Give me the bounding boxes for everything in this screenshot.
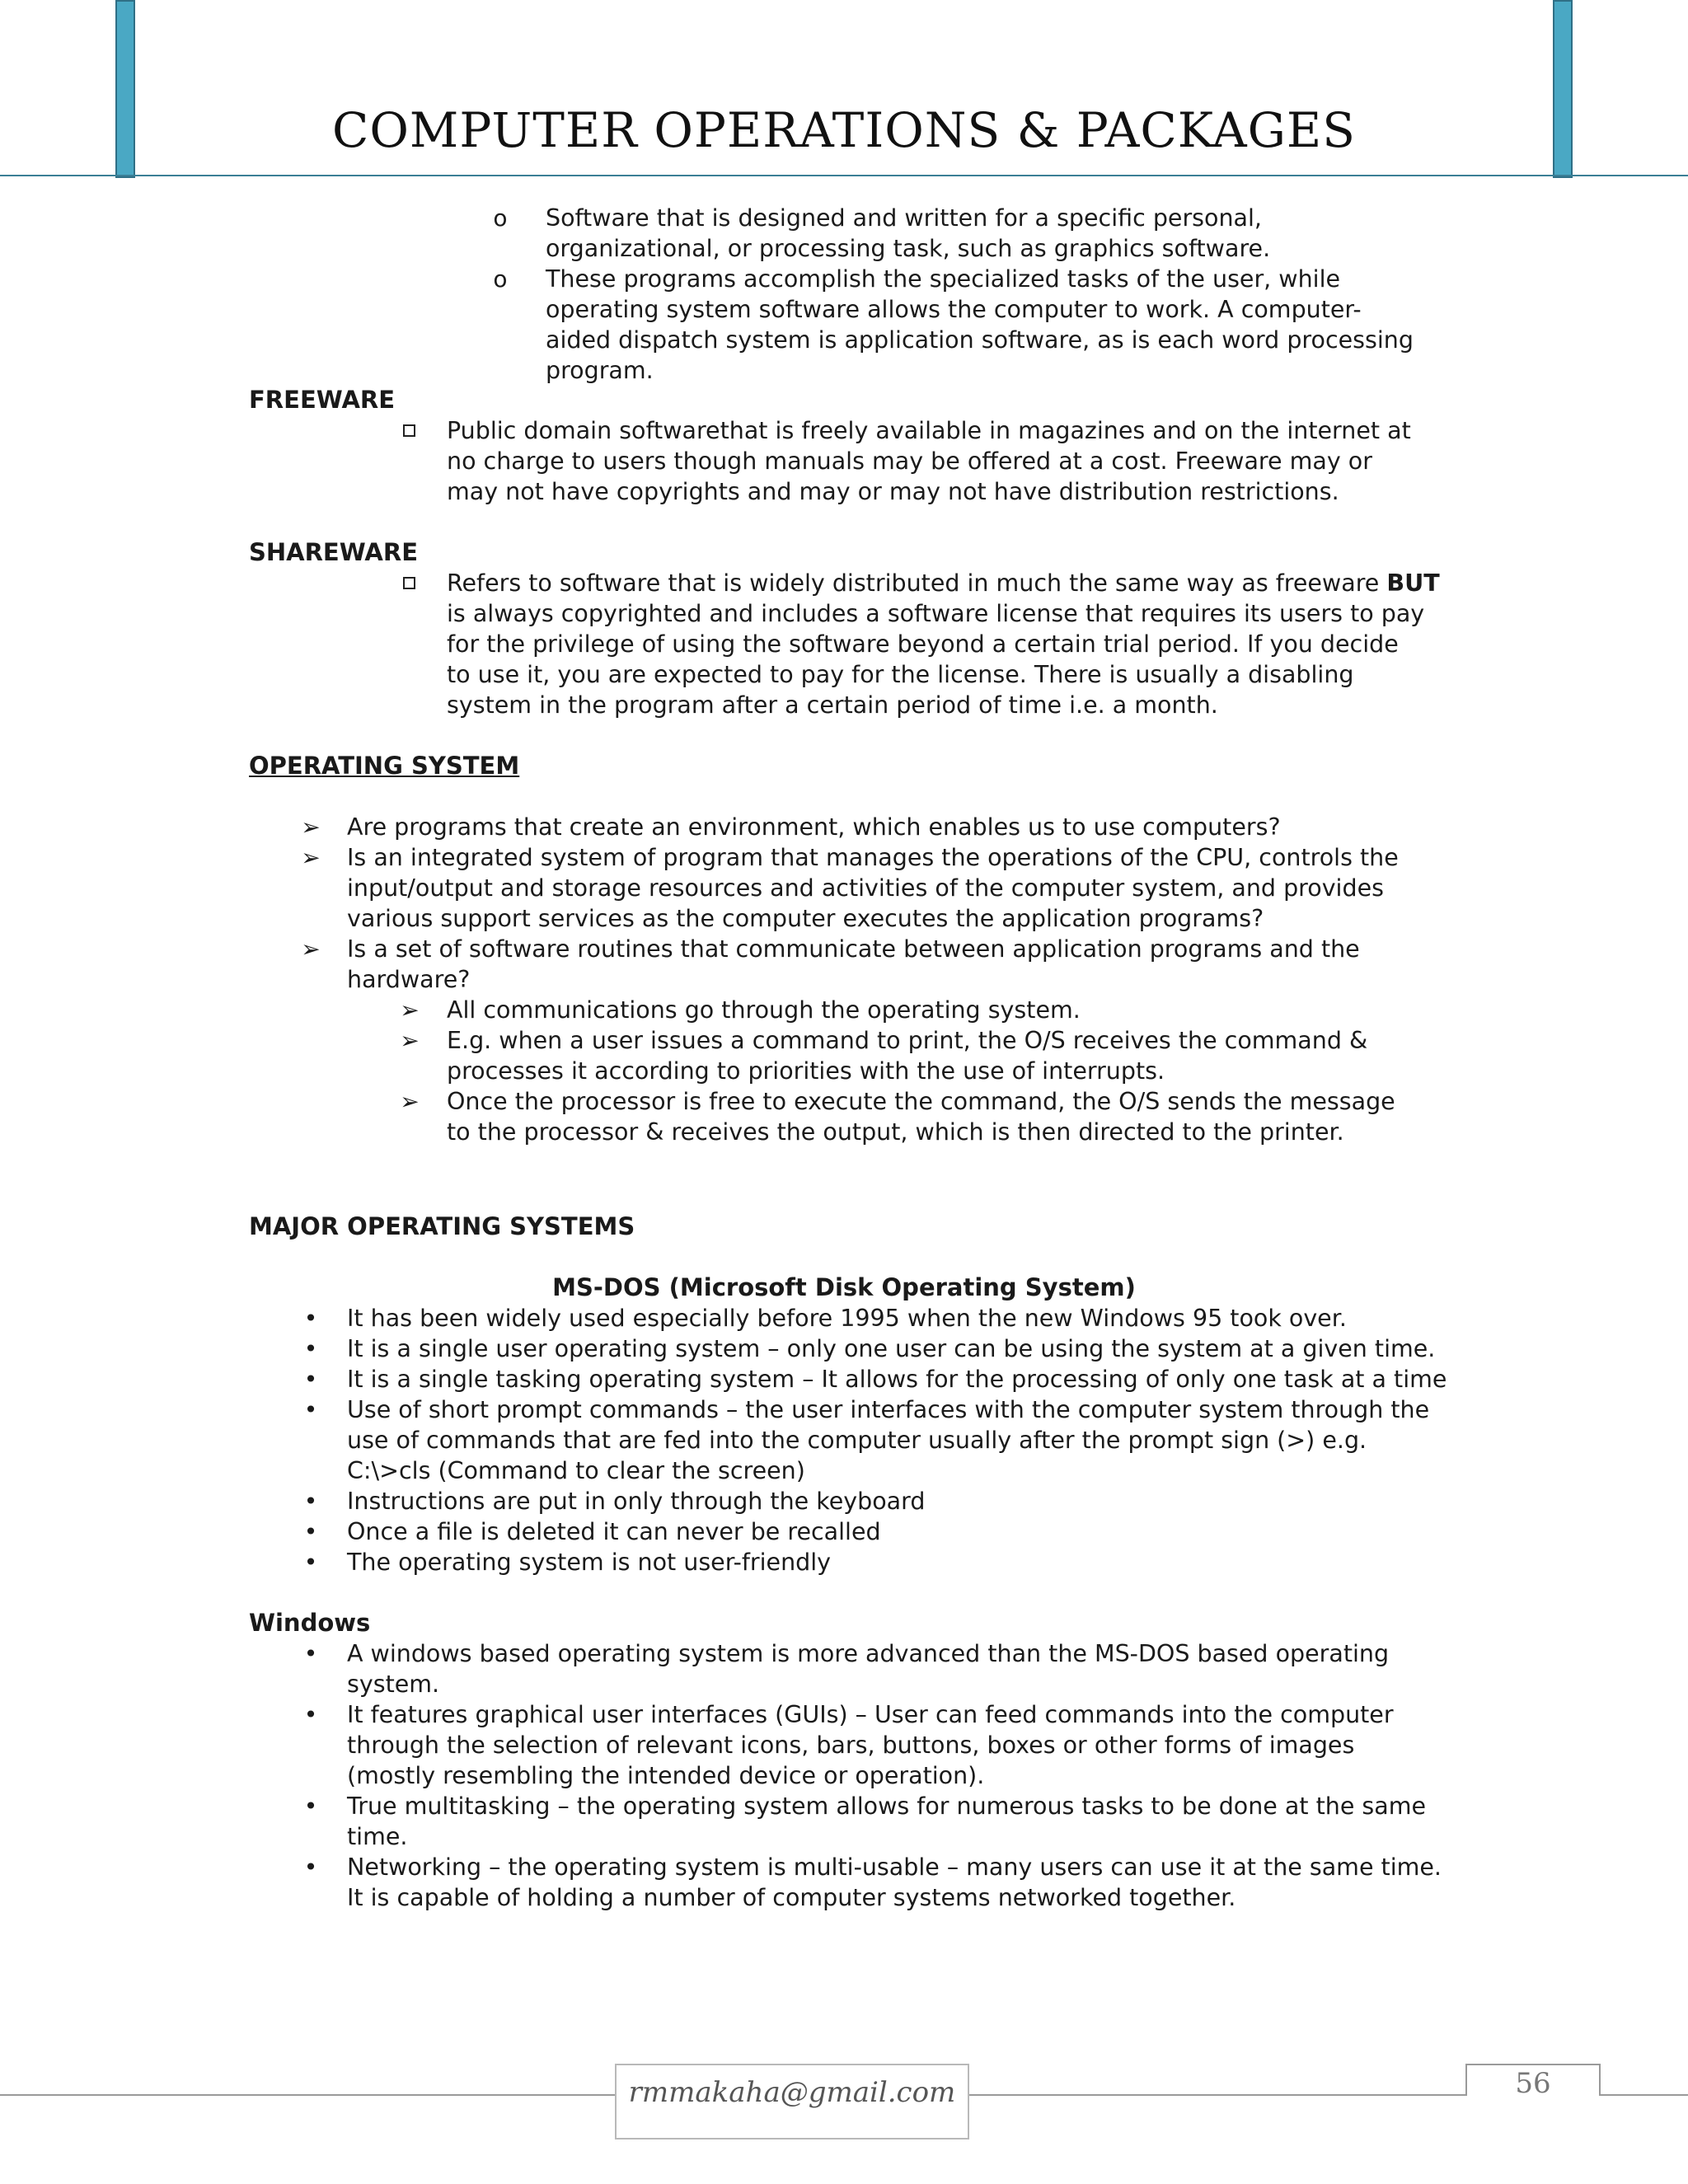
operating-system-item-2-line-3: various support services as the computer executes the application programs? [347,905,1264,932]
shareware-line-3: for the privilege of using the software beyond a certain trial period. If you decide [447,630,1399,658]
shareware-line-5: system in the program after a certain period of time i.e. a month. [447,691,1218,719]
page-title: COMPUTER OPERATIONS & PACKAGES [332,102,1356,158]
application-software-bullet-icon: o [493,265,508,293]
windows-item-3-line-2: time. [347,1823,408,1850]
operating-system-sub-item-2-line-2: processes it according to priorities with the use of interrupts. [447,1057,1165,1085]
shareware-line-1 [447,568,1440,598]
application-software-item-2-line-1: These programs accomplish the specialized tasks of the user, while [546,265,1341,293]
msdos-item-7-line-1: The operating system is not user-friendly [347,1549,832,1576]
operating-system-item-2-line-2: input/output and storage resources and activities of the computer system, and provides [347,874,1384,902]
msdos-heading: MS-DOS (Microsoft Disk Operating System) [552,1273,1136,1301]
msdos-bullet-icon: • [303,1549,318,1576]
operating-system-item-1-line-1: Are programs that create an environment, which enables us to use computers? [347,813,1281,841]
operating-system-sub-item-2-line-1: E.g. when a user issues a command to print, the O/S receives the command & [447,1027,1368,1054]
windows-item-3-line-1: True multitasking – the operating system allows for numerous tasks to be done at the same [347,1793,1427,1820]
freeware-line-1: Public domain softwarethat is freely available in magazines and on the internet at [447,417,1411,444]
windows-item-4-line-1: Networking – the operating system is multi-usable – many users can use it at the same time. [347,1854,1442,1881]
footer-email: rmmakaha@gmail.com [628,2076,956,2109]
major-os-heading: MAJOR OPERATING SYSTEMS [249,1212,635,1240]
operating-system-sub-item-3-line-1: Once the processor is free to execute the command, the O/S sends the message [447,1088,1395,1115]
msdos-item-4-line-2: use of commands that are fed into the computer usually after the prompt sign (>) e.g. [347,1427,1367,1454]
operating-system-item-2-line-1: Is an integrated system of program that manages the operations of the CPU, controls the [347,844,1399,871]
shareware-line-4: to use it, you are expected to pay for the license. There is usually a disabling [447,661,1354,688]
msdos-bullet-icon: • [303,1488,318,1515]
msdos-item-4-line-1: Use of short prompt commands – the user interfaces with the computer system through the [347,1396,1430,1423]
page-number: 56 [1515,2067,1551,2100]
msdos-item-4-line-3: C:\>cls (Command to clear the screen) [347,1457,805,1484]
windows-bullet-icon: • [303,1640,318,1667]
application-software-item-1-line-2: organizational, or processing task, such as graphics software. [546,235,1271,262]
footer-rule-right [969,2094,1465,2096]
windows-item-4-line-2: It is capable of holding a number of computer systems networked together. [347,1884,1236,1911]
shareware-line-1-text: Refers to software that is widely distributed in much the same way as freeware [447,569,1387,597]
msdos-bullet-icon: • [303,1366,318,1393]
operating-system-item-3-line-2: hardware? [347,966,471,993]
operating-system-bullet-icon: ➢ [301,813,321,841]
shareware-heading: SHAREWARE [249,538,419,566]
windows-item-2-line-3: (mostly resembling the intended device or operation). [347,1762,985,1789]
operating-system-sub-bullet-icon: ➢ [400,996,420,1024]
freeware-line-2: no charge to users though manuals may be offered at a cost. Freeware may or [447,448,1372,475]
header-rule [0,175,1688,176]
operating-system-bullet-icon: ➢ [301,844,321,871]
windows-item-1-line-2: system. [347,1671,440,1698]
operating-system-bullet-icon: ➢ [301,935,321,963]
windows-item-2-line-2: through the selection of relevant icons, bars, buttons, boxes or other forms of images [347,1732,1355,1759]
freeware-line-3: may not have copyrights and may or may not have distribution restrictions. [447,478,1339,505]
msdos-bullet-icon: • [303,1396,318,1423]
footer-rule-left [0,2094,615,2096]
msdos-bullet-icon: • [303,1518,318,1545]
operating-system-sub-bullet-icon: ➢ [400,1088,420,1115]
msdos-item-1-line-1: It has been widely used especially before 1995 when the new Windows 95 took over. [347,1305,1347,1332]
operating-system-sub-item-1-line-1: All communications go through the operating system. [447,996,1081,1024]
msdos-item-2-line-1: It is a single user operating system – only one user can be using the system at a given time. [347,1335,1436,1362]
operating-system-sub-item-3-line-2: to the processor & receives the output, which is then directed to the printer. [447,1118,1344,1146]
application-software-item-1-line-1: Software that is designed and written for a specific personal, [546,204,1262,232]
freeware-heading: FREEWARE [249,386,396,414]
application-software-bullet-icon: o [493,204,508,232]
msdos-bullet-icon: • [303,1335,318,1362]
msdos-item-5-line-1: Instructions are put in only through the keyboard [347,1488,926,1515]
shareware-line-2: is always copyrighted and includes a software license that requires its users to pay [447,600,1425,627]
windows-heading: Windows [249,1609,371,1637]
msdos-bullet-icon: • [303,1305,318,1332]
application-software-item-2-line-2: operating system software allows the computer to work. A computer- [546,296,1362,323]
freeware-checkbox-bullet-icon [403,424,415,437]
application-software-item-2-line-4: program. [546,357,654,384]
windows-item-1-line-1: A windows based operating system is more advanced than the MS-DOS based operating [347,1640,1390,1667]
windows-bullet-icon: • [303,1854,318,1881]
windows-bullet-icon: • [303,1701,318,1728]
shareware-checkbox-bullet-icon [403,577,415,589]
msdos-item-3-line-1: It is a single tasking operating system – It allows for the processing of only one task at a time [347,1366,1447,1393]
operating-system-item-3-line-1: Is a set of software routines that communicate between application programs and the [347,935,1360,963]
windows-bullet-icon: • [303,1793,318,1820]
operating-system-sub-bullet-icon: ➢ [400,1027,420,1054]
operating-system-heading: OPERATING SYSTEM [249,752,520,780]
footer-rule-far-right [1599,2094,1688,2096]
msdos-item-6-line-1: Once a file is deleted it can never be recalled [347,1518,881,1545]
windows-item-2-line-1: It features graphical user interfaces (GUIs) – User can feed commands into the computer [347,1701,1394,1728]
shareware-but-emphasis: BUT [1386,569,1440,597]
application-software-item-2-line-3: aided dispatch system is application software, as is each word processing [546,326,1414,354]
